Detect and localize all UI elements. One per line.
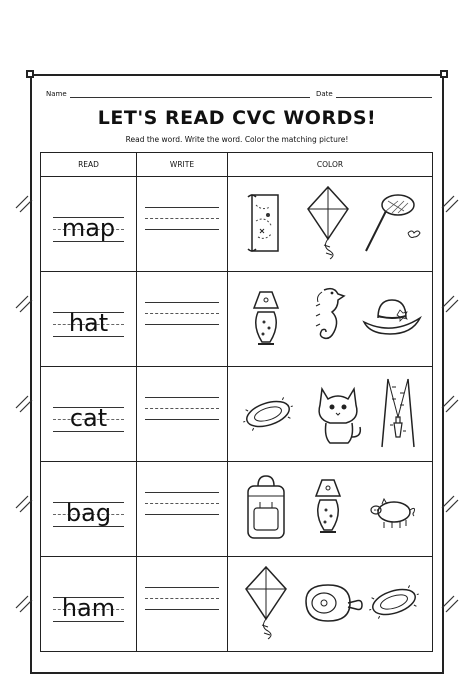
read-word-lines (53, 591, 124, 631)
write-cell[interactable] (137, 367, 228, 462)
table-row (41, 557, 433, 652)
write-cell[interactable] (137, 177, 228, 272)
read-word: bag (65, 499, 112, 527)
name-label: Name (46, 90, 67, 98)
map-icon[interactable] (246, 191, 286, 255)
read-cell (41, 367, 137, 462)
left-tick-marks (14, 190, 36, 670)
hat-icon[interactable] (362, 296, 422, 340)
read-word-lines (53, 306, 124, 346)
worksheet-table (40, 152, 433, 652)
net-icon[interactable] (362, 191, 424, 255)
table-row (41, 462, 433, 557)
color-cell (228, 462, 433, 557)
read-word: ham (61, 594, 116, 622)
column-header-read: READ (41, 153, 137, 177)
page-title: LET'S READ CVC WORDS! (97, 107, 377, 129)
read-cell (41, 462, 137, 557)
lamp-icon[interactable] (308, 476, 348, 538)
color-cell (228, 367, 433, 462)
kite-icon[interactable] (242, 565, 290, 641)
frame-corner (26, 70, 34, 78)
instructions: Read the word. Write the word. Color the matching picture! (125, 135, 349, 144)
right-tick-marks (440, 190, 462, 670)
color-cell (228, 557, 433, 652)
bag-icon[interactable] (242, 474, 290, 542)
seahorse-icon[interactable] (310, 284, 346, 352)
cat-icon[interactable] (314, 381, 364, 447)
read-word-lines (53, 401, 124, 441)
write-cell[interactable] (137, 272, 228, 367)
read-cell (41, 557, 137, 652)
name-date-line (44, 88, 434, 102)
read-word: cat (69, 404, 108, 432)
color-cell (228, 272, 433, 367)
rug-icon[interactable] (368, 585, 420, 619)
zipper-icon[interactable] (378, 377, 418, 451)
read-cell (41, 272, 137, 367)
date-field[interactable] (336, 97, 432, 98)
pig-icon[interactable] (368, 496, 418, 530)
ham-icon[interactable] (300, 581, 364, 625)
lamp-icon[interactable] (246, 288, 286, 350)
color-cell (228, 177, 433, 272)
write-cell[interactable] (137, 462, 228, 557)
read-word-lines (53, 211, 124, 251)
date-label: Date (316, 90, 333, 98)
column-header-color: COLOR (228, 153, 433, 177)
read-cell (41, 177, 137, 272)
table-row (41, 272, 433, 367)
rug-icon[interactable] (242, 397, 294, 431)
column-header-write: WRITE (137, 153, 228, 177)
table-row (41, 177, 433, 272)
frame-corner (440, 70, 448, 78)
name-field[interactable] (70, 97, 310, 98)
kite-icon[interactable] (304, 185, 352, 261)
read-word: hat (68, 309, 109, 337)
read-word: map (61, 214, 116, 242)
read-word-lines (53, 496, 124, 536)
table-header-row (41, 153, 433, 177)
write-cell[interactable] (137, 557, 228, 652)
table-row (41, 367, 433, 462)
